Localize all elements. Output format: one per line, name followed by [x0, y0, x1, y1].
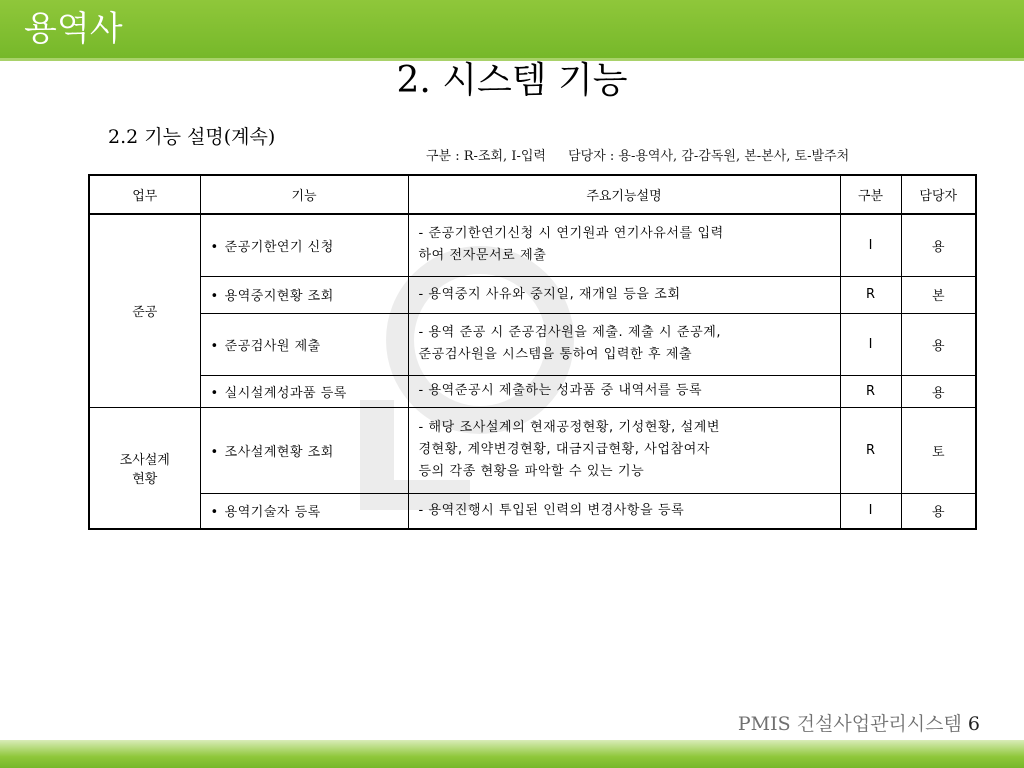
description-cell: [408, 375, 840, 407]
description-line: 등의 각종 현황을 파악할 수 있는 기능: [418, 464, 645, 479]
page-number: 6: [967, 713, 980, 735]
bullet-icon: •: [210, 338, 219, 354]
column-header-kind: 구분: [840, 175, 901, 214]
table-row: [89, 375, 976, 407]
header-bar: [0, 0, 1024, 58]
owner-cell: 토: [901, 407, 976, 493]
description-cell: [408, 313, 840, 375]
owner-cell: 용: [901, 313, 976, 375]
legend: [426, 148, 1020, 166]
bullet-icon: •: [210, 239, 219, 255]
description-cell: [408, 276, 840, 313]
table-header-row: [89, 175, 976, 214]
function-spec-table: [88, 174, 977, 530]
bullet-icon: •: [210, 385, 219, 401]
function-cell: [200, 407, 408, 493]
slide-title: 2. 시스템 기능: [396, 60, 628, 101]
description-line: 경현황, 계약변경현황, 대금지급현황, 사업참여자: [418, 442, 711, 457]
function-label: 준공기한연기 신청: [224, 239, 334, 255]
legend-owner: 담당자 : 용-용역사, 감-감독원, 본-본사, 토-발주처: [568, 149, 850, 164]
function-label: 실시설계성과품 등록: [224, 385, 347, 401]
category-line: 현황: [132, 471, 158, 487]
description-line: - 용역 준공 시 준공검사원을 제출. 제출 시 준공계,: [418, 325, 722, 340]
footer-bar: [0, 740, 1024, 768]
description-line: - 용역준공시 제출하는 성과품 중 내역서를 등록: [418, 383, 703, 398]
function-label: 용역중지현황 조회: [224, 289, 334, 304]
footer-system-name: PMIS 건설사업관리시스템: [737, 713, 962, 735]
description-line: - 용역진행시 투입된 인력의 변경사항을 등록: [418, 502, 685, 518]
owner-cell: 용: [901, 375, 976, 407]
kind-cell: I: [840, 214, 901, 276]
bullet-icon: •: [210, 444, 219, 460]
description-line: - 해당 조사설계의 현재공정현황, 기성현황, 설계변: [418, 420, 721, 435]
table-row: [89, 276, 976, 313]
bullet-icon: •: [210, 289, 219, 304]
table-row: [89, 493, 976, 529]
description-line: - 준공기한연기신청 시 연기원과 연기사유서를 입력: [418, 226, 724, 242]
function-label: 준공검사원 제출: [224, 338, 321, 354]
footer-caption: [738, 709, 980, 736]
kind-cell: R: [840, 407, 901, 493]
function-cell: [200, 214, 408, 276]
function-label: 용역기술자 등록: [224, 505, 321, 521]
column-header-description: 주요기능설명: [408, 175, 840, 214]
owner-cell: 용: [901, 493, 976, 529]
kind-cell: I: [840, 313, 901, 375]
kind-cell: R: [840, 375, 901, 407]
function-cell: [200, 313, 408, 375]
kind-cell: I: [840, 493, 901, 529]
owner-cell: 용: [901, 214, 976, 276]
category-line: 조사설계: [119, 452, 170, 468]
table-row: [89, 313, 976, 375]
category-cell: 준공: [89, 214, 200, 407]
owner-cell: 본: [901, 276, 976, 313]
function-cell: [200, 276, 408, 313]
kind-cell: R: [840, 276, 901, 313]
column-header-function: 기능: [200, 175, 408, 214]
header-title: 용역사: [24, 9, 123, 49]
bullet-icon: •: [210, 505, 219, 521]
description-cell: [408, 493, 840, 529]
table-row: [89, 214, 976, 276]
column-header-owner: 담당자: [901, 175, 976, 214]
legend-kind: 구분 : R-조회, I-입력: [426, 149, 546, 164]
description-cell: [408, 214, 840, 276]
description-line: 준공검사원을 시스템을 통하여 입력한 후 제출: [418, 347, 693, 362]
description-cell: [408, 407, 840, 493]
description-line: 하여 전자문서로 제출: [418, 248, 547, 264]
table-row: [89, 407, 976, 493]
function-label: 조사설계현황 조회: [224, 444, 334, 460]
function-cell: [200, 493, 408, 529]
category-cell: [89, 407, 200, 529]
function-cell: [200, 375, 408, 407]
section-title: 2.2 기능 설명(계속): [108, 126, 276, 148]
description-line: - 용역중지 사유와 중지일, 재개일 등을 조회: [418, 286, 681, 302]
column-header-task: 업무: [89, 175, 200, 214]
